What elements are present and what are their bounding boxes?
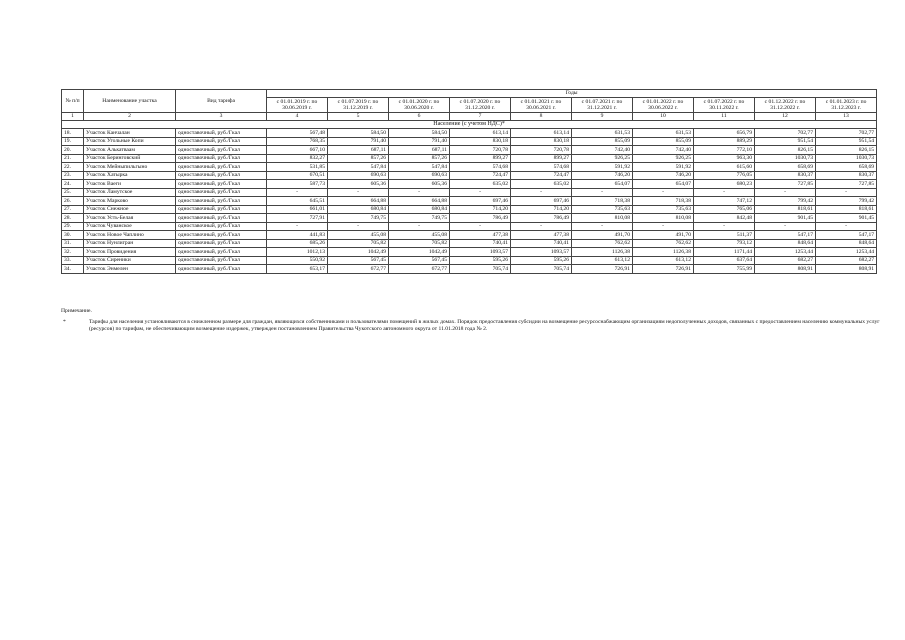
tariff-type: одноставочный, руб./Гкал (176, 154, 267, 163)
tariff-value: 547,84 (389, 163, 450, 172)
tariff-value: 768,35 (267, 137, 328, 146)
tariff-value: 720,78 (450, 146, 511, 155)
tariff-value: 749,75 (389, 214, 450, 223)
tariff-value: 755,99 (694, 265, 755, 274)
row-number: 23. (62, 171, 84, 180)
tariff-type: одноставочный, руб./Гкал (176, 129, 267, 138)
tariff-value: 702,77 (755, 129, 816, 138)
tariff-value: 455,08 (328, 231, 389, 240)
tariff-value: 810,08 (572, 214, 633, 223)
tariff-value: 680,23 (694, 180, 755, 189)
tariff-value: 631,53 (572, 129, 633, 138)
tariff-value: 855,09 (572, 137, 633, 146)
column-index: 3 (176, 113, 267, 121)
tariff-value: - (694, 188, 755, 197)
tariff-value: 855,09 (633, 137, 694, 146)
tariff-value: 690,63 (328, 171, 389, 180)
table-row (62, 197, 877, 206)
tariff-value: 808,91 (816, 265, 877, 274)
column-index: 7 (450, 113, 511, 121)
tariff-value: 705,74 (511, 265, 572, 274)
column-index: 10 (633, 113, 694, 121)
tariff-type: одноставочный, руб./Гкал (176, 163, 267, 172)
row-number: 19. (62, 137, 84, 146)
tariff-value: 963,30 (694, 154, 755, 163)
table-row (62, 222, 877, 231)
tariff-value: 531,85 (267, 163, 328, 172)
tariff-value: 574,68 (450, 163, 511, 172)
row-number: 25. (62, 188, 84, 197)
tariff-value: 951,54 (816, 137, 877, 146)
tariff-value: 613,14 (511, 129, 572, 138)
period-header: с 01.07.2022 г. по 30.11.2022 г. (694, 98, 755, 113)
tariff-value: 591,92 (572, 163, 633, 172)
tariff-value: 637,64 (694, 256, 755, 265)
period-header: с 01.01.2022 г. по 30.06.2022 г. (633, 98, 694, 113)
tariff-value: 818,61 (755, 205, 816, 214)
tariff-value: 857,26 (389, 154, 450, 163)
tariff-value: - (389, 222, 450, 231)
column-index-row (62, 113, 877, 121)
area-name: Участок Сиреники (84, 256, 176, 265)
row-number: 26. (62, 197, 84, 206)
period-header: с 01.01.2020 г. по 30.06.2020 г. (389, 98, 450, 113)
tariff-value: 615,60 (694, 163, 755, 172)
tariff-value: 1042,49 (389, 248, 450, 257)
tariff-value: 818,61 (816, 205, 877, 214)
table-row (62, 256, 877, 265)
tariff-value: 680,84 (389, 205, 450, 214)
tariff-value: - (450, 188, 511, 197)
tariff-value: 687,11 (328, 146, 389, 155)
area-name: Участок Энмелен (84, 265, 176, 274)
table-row (62, 188, 877, 197)
tariff-value: 724,47 (511, 171, 572, 180)
area-name: Участок Ваеги (84, 180, 176, 189)
tariff-value: 567,48 (267, 129, 328, 138)
tariff-type: одноставочный, руб./Гкал (176, 222, 267, 231)
tariff-value: 635,02 (511, 180, 572, 189)
tariff-value: 747,12 (694, 197, 755, 206)
row-number: 30. (62, 231, 84, 240)
tariff-value: 889,29 (694, 137, 755, 146)
tariff-value: 727,85 (816, 180, 877, 189)
area-name: Участок Нунлигран (84, 239, 176, 248)
tariff-value: - (633, 188, 694, 197)
tariff-type: одноставочный, руб./Гкал (176, 197, 267, 206)
row-number: 31. (62, 239, 84, 248)
table-row (62, 265, 877, 274)
table-row (62, 137, 877, 146)
tariff-value: 791,40 (328, 137, 389, 146)
row-number: 27. (62, 205, 84, 214)
tariff-value: 672,77 (389, 265, 450, 274)
tariff-type: одноставочный, руб./Гкал (176, 256, 267, 265)
tariff-value: 765,06 (694, 205, 755, 214)
tariff-value: 714,20 (450, 205, 511, 214)
table-row (62, 239, 877, 248)
tariff-value: 901,45 (816, 214, 877, 223)
tariff-value: 613,14 (450, 129, 511, 138)
tariff-value: 899,27 (511, 154, 572, 163)
tariff-value: 786,49 (450, 214, 511, 223)
area-name: Участок Чуванское (84, 222, 176, 231)
tariff-value: 793,12 (694, 239, 755, 248)
column-index: 13 (816, 113, 877, 121)
tariff-value: 1253,44 (755, 248, 816, 257)
tariff-value: 654,07 (633, 180, 694, 189)
tariff-value: 697,46 (450, 197, 511, 206)
column-index: 8 (511, 113, 572, 121)
tariff-value: 547,17 (816, 231, 877, 240)
notes (61, 308, 891, 333)
tariff-value: 762,62 (633, 239, 694, 248)
tariff-value: 664,88 (389, 197, 450, 206)
tariff-value: 842,48 (694, 214, 755, 223)
header-tariff-type: Вид тарифа (176, 90, 267, 113)
period-header: с 01.07.2020 г. по 31.12.2020 г. (450, 98, 511, 113)
note-item (61, 319, 891, 333)
tariff-type: одноставочный, руб./Гкал (176, 231, 267, 240)
tariff-value: 664,88 (328, 197, 389, 206)
tariff-value: - (572, 188, 633, 197)
tariff-value: 848,64 (816, 239, 877, 248)
table-row (62, 154, 877, 163)
column-index: 4 (267, 113, 328, 121)
tariff-value: - (267, 222, 328, 231)
tariff-value: 727,91 (267, 214, 328, 223)
tariff-value: 687,11 (389, 146, 450, 155)
tariff-value: 1093,57 (511, 248, 572, 257)
period-header: с 01.12.2022 г. по 31.12.2022 г. (755, 98, 816, 113)
note-text: Тарифы для населения установливаются в снижленном размере для граждан, являющихся собственниками и пользователями помещений в жилых домах. Порядок предоставления субсидии на возмещение ресурсоснабжающим организациям недополученных доходов, связанных с предоставлением населению коммунальных услуг (ресурсов) по тарифам, не обеспечивающим возмещение издержек, утвержден постановлением Правительства Чукотского автономного округа от 11.01.2018 года № 2. (89, 319, 880, 332)
tariff-value: 718,38 (572, 197, 633, 206)
tariff-value: 455,08 (389, 231, 450, 240)
tariff-value: 1253,44 (816, 248, 877, 257)
tariff-value: 826,15 (816, 146, 877, 155)
period-header: с 01.01.2021 г. по 30.06.2021 г. (511, 98, 572, 113)
tariff-value: - (816, 222, 877, 231)
tariff-value: 595,26 (450, 256, 511, 265)
tariff-value: 799,42 (755, 197, 816, 206)
tariff-value: 682,27 (755, 256, 816, 265)
tariff-value: 653,17 (267, 265, 328, 274)
tariff-value: 658,69 (755, 163, 816, 172)
note-bullet: * (63, 319, 66, 325)
tariff-value: 742,40 (633, 146, 694, 155)
tariff-value: 672,77 (328, 265, 389, 274)
tariff-value: 550,92 (267, 256, 328, 265)
tariff-value: 826,15 (755, 146, 816, 155)
table-row (62, 214, 877, 223)
tariff-value: 926,25 (572, 154, 633, 163)
tariff-value: 830,37 (816, 171, 877, 180)
tariff-value: 726,91 (572, 265, 633, 274)
tariff-value: 656,79 (694, 129, 755, 138)
tariff-value: 810,08 (633, 214, 694, 223)
tariff-value: 477,38 (511, 231, 572, 240)
tariff-value: 1030,73 (755, 154, 816, 163)
tariff-value: 491,70 (572, 231, 633, 240)
tariff-value: 1012,13 (267, 248, 328, 257)
table-row (62, 248, 877, 257)
tariff-value: 645,51 (267, 197, 328, 206)
area-name: Участок Усть-Белая (84, 214, 176, 223)
tariff-type: одноставочный, руб./Гкал (176, 188, 267, 197)
tariff-value: 830,18 (511, 137, 572, 146)
tariff-value: 690,63 (389, 171, 450, 180)
tariff-value: 720,78 (511, 146, 572, 155)
area-name: Участок Ламутское (84, 188, 176, 197)
table-row (62, 163, 877, 172)
section-title: Население (с учетом НДС)* (62, 121, 877, 129)
column-index: 9 (572, 113, 633, 121)
tariff-type: одноставочный, руб./Гкал (176, 171, 267, 180)
row-number: 21. (62, 154, 84, 163)
tariff-value: 740,41 (511, 239, 572, 248)
tariff-value: 1042,49 (328, 248, 389, 257)
tariff-value: 857,26 (328, 154, 389, 163)
tariff-document (61, 89, 876, 274)
table-row (62, 146, 877, 155)
tariff-value: - (328, 188, 389, 197)
tariff-value: 441,83 (267, 231, 328, 240)
tariff-value: 740,41 (450, 239, 511, 248)
column-index: 5 (328, 113, 389, 121)
tariff-value: 595,26 (511, 256, 572, 265)
tariff-table (61, 89, 877, 274)
table-row (62, 129, 877, 138)
notes-title: Примечание. (61, 308, 92, 314)
tariff-value: 682,27 (816, 256, 877, 265)
row-number: 20. (62, 146, 84, 155)
tariff-value: 584,50 (389, 129, 450, 138)
tariff-value: 746,20 (572, 171, 633, 180)
column-index: 1 (62, 113, 84, 121)
row-number: 33. (62, 256, 84, 265)
tariff-value: 574,68 (511, 163, 572, 172)
area-name: Участок Хатырка (84, 171, 176, 180)
tariff-value: 491,70 (633, 231, 694, 240)
tariff-value: 724,47 (450, 171, 511, 180)
tariff-value: 670,51 (267, 171, 328, 180)
tariff-value: 477,38 (450, 231, 511, 240)
table-row (62, 205, 877, 214)
row-number: 28. (62, 214, 84, 223)
header-number: № п/п (62, 90, 84, 113)
row-number: 32. (62, 248, 84, 257)
tariff-value: - (328, 222, 389, 231)
tariff-value: 742,40 (572, 146, 633, 155)
table-row (62, 180, 877, 189)
tariff-value: - (694, 222, 755, 231)
tariff-value: 635,02 (450, 180, 511, 189)
tariff-value: 605,36 (389, 180, 450, 189)
tariff-value: 567,45 (389, 256, 450, 265)
period-header: с 01.01.2019 г. по 30.06.2019 г. (267, 98, 328, 113)
tariff-value: 830,18 (450, 137, 511, 146)
tariff-value: 705,74 (450, 265, 511, 274)
tariff-value: 832,27 (267, 154, 328, 163)
row-number: 29. (62, 222, 84, 231)
area-name: Участок Мейныпильгыно (84, 163, 176, 172)
tariff-value: - (572, 222, 633, 231)
tariff-value: 830,37 (755, 171, 816, 180)
tariff-value: 772,10 (694, 146, 755, 155)
tariff-value: 786,49 (511, 214, 572, 223)
column-index: 12 (755, 113, 816, 121)
tariff-value: 799,42 (816, 197, 877, 206)
header-periods: Годы (267, 90, 877, 98)
tariff-value: 1126,38 (633, 248, 694, 257)
tariff-value: 584,50 (328, 129, 389, 138)
tariff-value: 901,45 (755, 214, 816, 223)
tariff-value: 808,91 (755, 265, 816, 274)
table-row (62, 231, 877, 240)
area-name: Участок Беринговский (84, 154, 176, 163)
area-name: Участок Алькатваам (84, 146, 176, 155)
tariff-value: 591,92 (633, 163, 694, 172)
tariff-value: 613,12 (633, 256, 694, 265)
row-number: 34. (62, 265, 84, 274)
tariff-type: одноставочный, руб./Гкал (176, 180, 267, 189)
tariff-type: одноставочный, руб./Гкал (176, 248, 267, 257)
tariff-value: - (755, 188, 816, 197)
tariff-value: 1171,44 (694, 248, 755, 257)
tariff-type: одноставочный, руб./Гкал (176, 146, 267, 155)
tariff-value: 547,17 (755, 231, 816, 240)
tariff-value: 714,20 (511, 205, 572, 214)
tariff-value: 702,77 (816, 129, 877, 138)
tariff-type: одноставочный, руб./Гкал (176, 214, 267, 223)
header-area: Наименование участка (84, 90, 176, 113)
row-number: 24. (62, 180, 84, 189)
area-name: Участок Провидения (84, 248, 176, 257)
tariff-value: - (450, 222, 511, 231)
tariff-value: 547,84 (328, 163, 389, 172)
area-name: Участок Снежное (84, 205, 176, 214)
period-header: с 01.07.2021 г. по 31.12.2021 г. (572, 98, 633, 113)
area-name: Участок Канчалан (84, 129, 176, 138)
tariff-value: 899,27 (450, 154, 511, 163)
tariff-value: 605,36 (328, 180, 389, 189)
tariff-value: 1030,73 (816, 154, 877, 163)
tariff-value: 1093,57 (450, 248, 511, 257)
tariff-value: 762,62 (572, 239, 633, 248)
area-name: Участок Угольные Копи (84, 137, 176, 146)
column-index: 2 (84, 113, 176, 121)
tariff-value: 926,25 (633, 154, 694, 163)
tariff-value: 567,45 (328, 256, 389, 265)
tariff-value: 791,40 (389, 137, 450, 146)
tariff-value: 697,46 (511, 197, 572, 206)
tariff-value: 951,54 (755, 137, 816, 146)
tariff-value: - (511, 222, 572, 231)
tariff-value: 726,91 (633, 265, 694, 274)
tariff-type: одноставочный, руб./Гкал (176, 137, 267, 146)
tariff-value: 613,12 (572, 256, 633, 265)
tariff-value: 749,75 (328, 214, 389, 223)
tariff-value: 776,05 (694, 171, 755, 180)
tariff-value: 705,82 (328, 239, 389, 248)
column-index: 11 (694, 113, 755, 121)
tariff-value: - (511, 188, 572, 197)
tariff-value: 705,82 (389, 239, 450, 248)
tariff-value: 718,38 (633, 197, 694, 206)
tariff-value: 667,10 (267, 146, 328, 155)
tariff-value: 680,84 (328, 205, 389, 214)
tariff-value: - (267, 188, 328, 197)
tariff-value: 654,07 (572, 180, 633, 189)
tariff-value: 631,53 (633, 129, 694, 138)
area-name: Участок Марково (84, 197, 176, 206)
tariff-value: 658,69 (816, 163, 877, 172)
row-number: 18. (62, 129, 84, 138)
tariff-value: 746,20 (633, 171, 694, 180)
area-name: Участок Новое Чаплино (84, 231, 176, 240)
tariff-type: одноставочный, руб./Гкал (176, 205, 267, 214)
tariff-value: - (755, 222, 816, 231)
tariff-type: одноставочный, руб./Гкал (176, 265, 267, 274)
tariff-value: 685,26 (267, 239, 328, 248)
column-index: 6 (389, 113, 450, 121)
tariff-type: одноставочный, руб./Гкал (176, 239, 267, 248)
table-row (62, 171, 877, 180)
tariff-value: 1126,38 (572, 248, 633, 257)
tariff-value: - (633, 222, 694, 231)
row-number: 22. (62, 163, 84, 172)
tariff-value: - (389, 188, 450, 197)
tariff-value: 661,01 (267, 205, 328, 214)
period-header: с 01.01.2023 г. по 31.12.2023 г. (816, 98, 877, 113)
tariff-value: 587,73 (267, 180, 328, 189)
tariff-value: 735,63 (633, 205, 694, 214)
tariff-value: 735,63 (572, 205, 633, 214)
tariff-value: 727,85 (755, 180, 816, 189)
tariff-value: 848,64 (755, 239, 816, 248)
tariff-value: 511,37 (694, 231, 755, 240)
tariff-value: - (816, 188, 877, 197)
period-header: с 01.07.2019 г. по 31.12.2019 г. (328, 98, 389, 113)
